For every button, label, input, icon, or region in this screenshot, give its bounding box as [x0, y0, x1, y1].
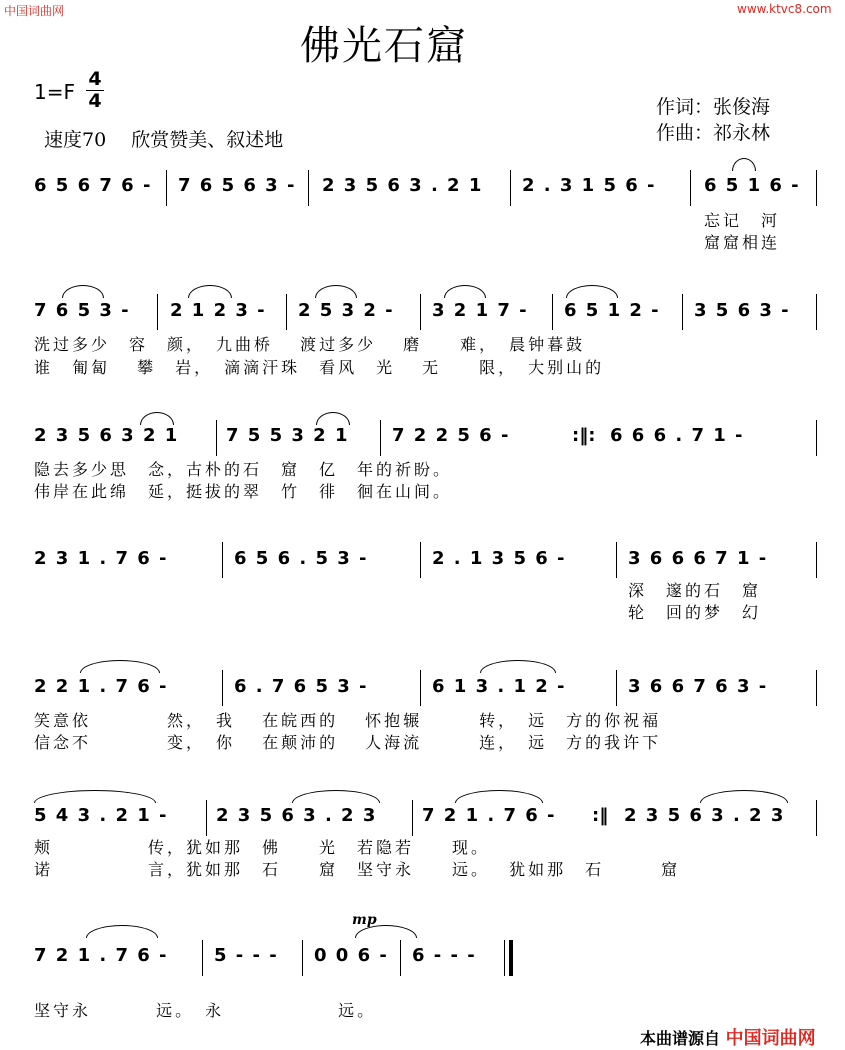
lyric-line-s6-v1: 颊 传，犹如那 佛 光 若隐若 现。: [34, 838, 491, 857]
barline: [816, 170, 817, 206]
key-signature: 1=F: [34, 80, 75, 104]
source-label: 本曲谱源自: [640, 1029, 721, 1048]
lyric-line-s3-v2: 伟岸在此绵 延，挺拔的翠 竹 徘 徊在山间。: [34, 482, 453, 501]
tie-slur: [140, 412, 174, 425]
measure-s4-4: 3 6 6 6 7 1 -: [628, 548, 768, 569]
lyricist-credit: 作词：张俊海: [656, 96, 771, 118]
measure-s2-4: 3 2 1 7 -: [432, 300, 529, 321]
measure-s1-5: 6 5 1 6 -: [704, 175, 801, 196]
measure-s1-3: 2 3 5 6 3 . 2 1: [322, 175, 483, 196]
barline: [420, 670, 421, 706]
song-title: 佛光石窟: [300, 23, 468, 69]
barline: [510, 170, 511, 206]
tie-slur: [188, 285, 232, 298]
measure-s7-1: 7 2 1 . 7 6 -: [34, 945, 169, 966]
measure-s6-4: 2 3 5 6 3 . 2 3: [624, 805, 785, 826]
tie-slur: [480, 660, 556, 673]
measure-s5-2: 6 . 7 6 5 3 -: [234, 676, 369, 697]
tie-slur: [34, 790, 156, 803]
measure-s3-4: 6 6 6 . 7 1 -: [610, 425, 745, 446]
barline: [206, 800, 207, 836]
lyric-line-s2-v2: 谁 匍匐 攀 岩， 滴滴汗珠 看风 光 无 限， 大别山的: [34, 358, 605, 377]
measure-s6-1: 5 4 3 . 2 1 -: [34, 805, 169, 826]
barline: [816, 800, 817, 836]
meter-numerator: 4: [88, 68, 102, 90]
barline: [202, 940, 203, 976]
tie-slur: [86, 925, 158, 938]
measure-s5-1: 2 2 1 . 7 6 -: [34, 676, 169, 697]
barline: [616, 670, 617, 706]
lyric-line-s3-v1: 隐去多少思 念，古朴的石 窟 亿 年的祈盼。: [34, 460, 453, 479]
source-credit: [640, 1024, 816, 1050]
measure-s4-1: 2 3 1 . 7 6 -: [34, 548, 169, 569]
watermark-left: 中国词曲网: [4, 4, 65, 18]
barline: [380, 420, 381, 456]
tie-slur: [444, 285, 486, 298]
lyric-line-s2-v1: 洗过多少 容 颜， 九曲桥 渡过多少 磨 难， 晨钟暮鼓: [34, 335, 586, 354]
tempo-marking: 速度70 欣赏赞美、叙述地: [44, 129, 284, 151]
barline: [816, 294, 817, 330]
measure-s4-2: 6 5 6 . 5 3 -: [234, 548, 369, 569]
barline: [420, 542, 421, 578]
tie-slur: [315, 285, 357, 298]
tie-slur: [80, 660, 160, 673]
tie-slur: [566, 285, 618, 298]
barline: [690, 170, 691, 206]
lyric-line-s6-v2: 诺 言，犹如那 石 窟 坚守永 远。 犹如那 石 窟: [34, 860, 681, 879]
measure-s6-3: 7 2 1 . 7 6 -: [422, 805, 557, 826]
time-signature: [86, 70, 104, 111]
lyric-line-s7: 坚守永 远。 永 远。: [34, 1001, 377, 1020]
measure-s2-5: 6 5 1 2 -: [564, 300, 661, 321]
tie-slur: [732, 158, 756, 171]
barline: [222, 670, 223, 706]
lyric-line-s1-v1: 忘记 河: [704, 211, 781, 230]
watermark-right: www.ktvc8.com: [737, 2, 832, 16]
measure-s1-2: 7 6 5 6 3 -: [178, 175, 296, 196]
barline: [682, 294, 683, 330]
barline: [420, 294, 421, 330]
barline: [308, 170, 309, 206]
lyric-line-s5-v2: 信念不 变， 你 在颠沛的 人海流 连， 远 方的我许下: [34, 733, 662, 752]
measure-s1-1: 6 5 6 7 6 -: [34, 175, 152, 196]
measure-s3-3: 7 2 2 5 6 -: [392, 425, 510, 446]
measure-s2-2: 2 1 2 3 -: [170, 300, 267, 321]
final-barline-thin: [504, 940, 505, 976]
measure-s2-6: 3 5 6 3 -: [694, 300, 791, 321]
measure-s1-4: 2 . 3 1 5 6 -: [522, 175, 657, 196]
tie-slur: [700, 790, 788, 803]
measure-s7-2: 5 - - -: [214, 945, 279, 966]
repeat-end-sign: :‖:: [572, 425, 596, 446]
measure-s4-3: 2 . 1 3 5 6 -: [432, 548, 567, 569]
barline: [222, 542, 223, 578]
repeat-end-sign: :‖: [592, 805, 609, 826]
barline: [157, 294, 158, 330]
barline: [286, 294, 287, 330]
barline: [412, 800, 413, 836]
tie-slur: [292, 790, 380, 803]
meter-denominator: 4: [88, 90, 102, 112]
measure-s2-3: 2 5 3 2 -: [298, 300, 395, 321]
lyric-line-s5-v1: 笑意依 然， 我 在皖西的 怀抱辗 转， 远 方的你祝福: [34, 711, 662, 730]
barline: [816, 670, 817, 706]
tie-slur: [316, 412, 350, 425]
barline: [400, 940, 401, 976]
barline: [616, 542, 617, 578]
barline: [216, 420, 217, 456]
lyric-line-s4-v1: 深 邃的石 窟: [628, 581, 762, 600]
tie-slur: [62, 285, 104, 298]
measure-s5-4: 3 6 6 7 6 3 -: [628, 676, 768, 697]
barline: [552, 294, 553, 330]
measure-s6-2: 2 3 5 6 3 . 2 3: [216, 805, 377, 826]
measure-s3-1: 2 3 5 6 3 2 1: [34, 425, 179, 446]
barline: [302, 940, 303, 976]
measure-s5-3: 6 1 3 . 1 2 -: [432, 676, 567, 697]
barline: [816, 542, 817, 578]
dynamic-marking: mp: [352, 912, 377, 928]
measure-s7-4: 6 - - -: [412, 945, 477, 966]
lyric-line-s4-v2: 轮 回的梦 幻: [628, 603, 762, 622]
measure-s7-3: 0 0 6 -: [314, 945, 389, 966]
lyric-line-s1-v2: 窟窟相连: [704, 233, 781, 252]
brand-link[interactable]: 中国词曲网: [725, 1028, 816, 1049]
final-barline-thick: [509, 940, 513, 976]
measure-s3-2: 7 5 5 3 2 1: [226, 425, 349, 446]
composer-credit: 作曲：祁永林: [656, 122, 771, 144]
tie-slur: [455, 790, 543, 803]
barline: [816, 420, 817, 456]
barline: [166, 170, 167, 206]
measure-s2-1: 7 6 5 3 -: [34, 300, 131, 321]
